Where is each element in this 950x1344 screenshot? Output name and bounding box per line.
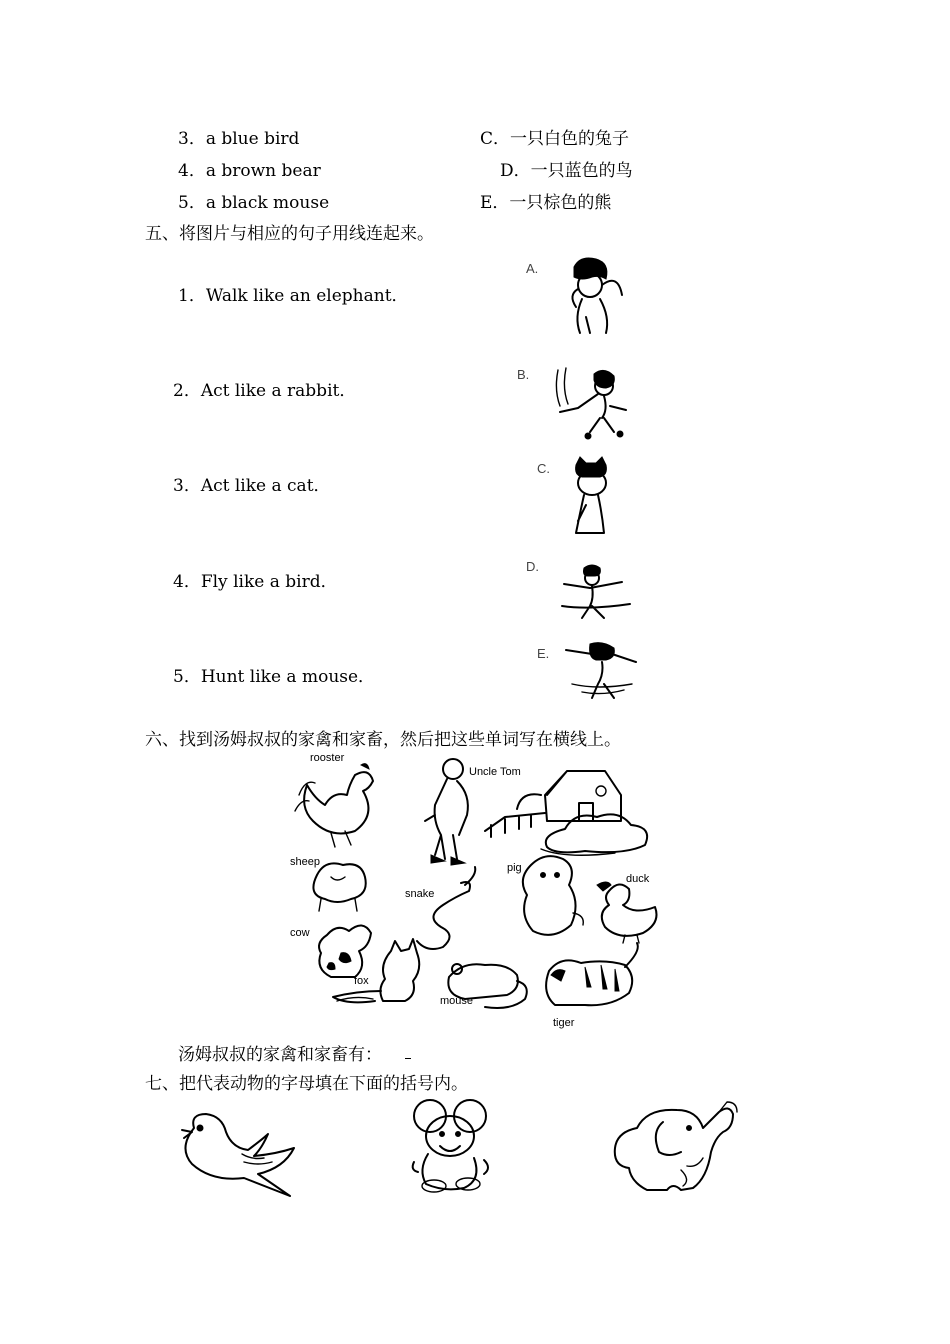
picture-label-a: A. [526,261,539,276]
picture-label-e: E. [537,646,550,661]
sentence-2: 2．Act like a rabbit． [173,381,357,401]
section6-heading: 六、找到汤姆叔叔的家禽和家畜，然后把这些单词写在横线上。 [145,730,621,750]
sheep-label: sheep [290,856,320,868]
picture-label-c: C. [537,461,550,476]
picture-label-b: B. [517,367,530,382]
sentence-5: 5．Hunt like a mouse． [173,667,376,687]
sheep-drawing [313,863,365,911]
tiger-label: tiger [553,1017,575,1029]
pig-label: pig [507,862,522,874]
fox-drawing [333,939,419,1002]
snake-label: snake [405,888,435,900]
match-row-4-left: 4．a brown bear [178,161,321,181]
sentence-4: 4．Fly like a bird． [173,572,338,592]
match-row-4-right: D．一只蓝色的鸟 [500,161,633,181]
fox-label: fox [354,975,369,987]
mouse-label: mouse [440,995,474,1007]
tiger-drawing [546,943,638,1005]
cow-drawing [319,925,371,977]
cow-label: cow [290,927,310,939]
match-row-5-left: 5．a black mouse [178,193,330,213]
child-elephant-pose-picture [560,255,640,340]
section5-heading: 五、将图片与相应的句子用线连起来。 [145,224,434,244]
sentence-1: 1．Walk like an elephant． [178,286,409,306]
child-bird-pose-picture [560,562,640,624]
duck-label: duck [626,873,650,885]
duck-drawing [597,882,657,943]
child-mouse-pose-picture [562,640,642,705]
uncle-tom-label: Uncle Tom [469,766,521,778]
match-row-3-right: C．一只白色的兔子 [480,129,630,149]
answer-prompt: 汤姆叔叔的家禽和家畜有： [178,1045,382,1065]
match-row-3-left: 3．a blue bird [178,129,300,149]
uncle-tom-drawing [425,759,468,865]
section7-heading: 七、把代表动物的字母填在下面的括号内。 [145,1074,468,1094]
picture-label-d: D. [526,559,539,574]
sentence-3: 3．Act like a cat． [173,476,331,496]
bird-picture [172,1108,302,1203]
child-cat-pose-picture [568,455,618,540]
uncle-tom-farm-picture [285,755,665,1035]
farm-house-drawing [485,771,647,855]
rooster-drawing [295,764,373,847]
elephant-picture [607,1098,747,1200]
child-rabbit-pose-picture [548,360,638,445]
match-row-5-right: E．一只棕色的熊 [480,193,612,213]
pig-drawing [523,856,583,935]
rooster-label: rooster [310,752,345,764]
snake-drawing [417,867,475,949]
answer-blank-line[interactable] [405,1058,411,1059]
mouse-picture [404,1096,496,1196]
